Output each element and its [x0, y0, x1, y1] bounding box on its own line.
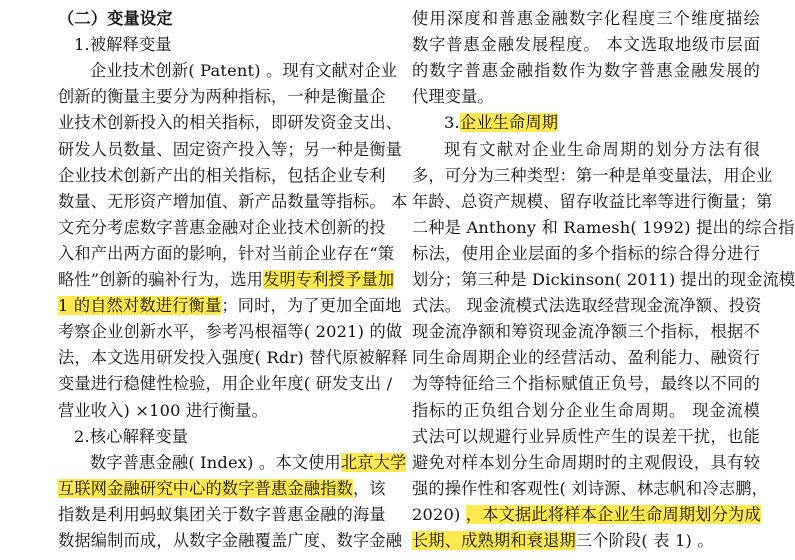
text-segment: 的数字普惠金融指数作为数字普惠金融发展的	[412, 61, 760, 81]
text-segment: 数据编制而成，从数字金融覆盖广度、数字金融	[58, 531, 403, 550]
text-line	[58, 241, 395, 267]
text-line	[58, 267, 395, 293]
text-segment: 数字普惠金融( Index) 。本文使用	[90, 452, 341, 472]
text-line	[58, 476, 386, 502]
text-line	[412, 528, 760, 554]
text-line	[412, 476, 768, 502]
text-segment: 指标的正负组合划分企业生命周期。 现金流模	[412, 400, 760, 420]
text-segment: 业技术创新投入的相关指标，即研发资金支出、	[58, 113, 403, 133]
text-line	[58, 450, 407, 476]
highlighted-text: 发明专利授予量加	[263, 270, 395, 289]
text-segment: 二种是 Anthony 和 Ramesh( 1992) 提出的综合指	[412, 217, 795, 237]
text-segment: 2020)	[412, 504, 466, 524]
text-line	[58, 345, 408, 371]
text-line	[58, 84, 386, 110]
text-segment: 指数是利用蚂蚁集团关于数字普惠金融的海量	[58, 504, 386, 524]
text-segment: 研发人员数量、固定资产投入等；另一种是衡量	[58, 139, 403, 159]
text-line	[58, 293, 402, 319]
text-line	[412, 32, 760, 58]
text-line	[412, 137, 760, 163]
text-segment: 为等特征给三个指标赋值正负号，最终以不同的	[412, 374, 760, 394]
text-line	[58, 163, 386, 189]
text-segment: 营业收入) ×100 进行衡量。	[58, 400, 268, 420]
text-segment: 2.核心解释变量	[74, 426, 189, 446]
subsection-heading	[412, 110, 760, 136]
text-segment: 数字普惠金融发展程度。 本文选取地级市层面	[412, 35, 760, 55]
text-segment: 现有文献对企业生命周期的划分方法有很	[444, 139, 760, 159]
text-segment: 法，本文选用研发投入强度( Rdr) 替代原被解释	[58, 348, 408, 368]
text-line	[412, 84, 760, 110]
text-segment: 三个阶段( 表 1) 。	[575, 531, 714, 550]
text-segment: 文充分考虑数字普惠金融对企业技术创新的投	[58, 217, 386, 237]
text-line	[412, 319, 760, 345]
text-line	[412, 398, 760, 424]
text-line	[412, 424, 760, 450]
text-segment: 现金流净额和筹资现金流净额三个指标，根据不	[412, 322, 760, 342]
text-line	[58, 137, 403, 163]
text-line	[412, 345, 760, 371]
text-segment: 使用深度和普惠金融数字化程度三个维度描绘	[412, 9, 760, 28]
text-line	[58, 58, 398, 84]
text-line	[412, 215, 795, 241]
text-segment: 考察企业创新水平，参考冯根福等( 2021) 的做	[58, 322, 403, 342]
text-segment: 创新的衡量主要分为两种指标，一种是衡量企	[58, 87, 386, 107]
text-line	[412, 293, 760, 319]
text-segment: ，该	[352, 478, 386, 498]
highlighted-text: 1 的自然对数进行衡量	[58, 296, 222, 316]
text-line	[412, 450, 760, 476]
text-segment: 强的操作性和客观性( 刘诗源、林志帆和冷志鹏，	[412, 478, 768, 498]
text-line	[412, 189, 773, 215]
text-line	[412, 371, 760, 397]
text-line	[412, 163, 773, 189]
text-segment: （二）变量设定	[58, 9, 173, 28]
text-line	[412, 267, 795, 293]
text-segment: 避免对样本划分生命周期时的主观假设，具有较	[412, 452, 760, 472]
text-line	[58, 215, 386, 241]
text-line	[412, 6, 760, 32]
text-segment: 年龄、总资产规模、留存收益比率等进行衡量；第	[412, 191, 773, 211]
text-line	[58, 110, 403, 136]
text-segment: ；同时，为了更加全面地	[221, 296, 402, 316]
highlighted-text: 互联网金融研究中心的数字普惠金融指数	[58, 478, 353, 498]
text-line	[58, 398, 383, 424]
highlighted-text: 北京大学	[340, 452, 407, 472]
text-line	[58, 502, 386, 528]
text-line	[58, 189, 408, 215]
text-segment: 标法，使用企业层面的多个指标的综合得分进行	[412, 243, 760, 263]
text-segment: 划分；第三种是 Dickinson( 2011) 提出的现金流模	[412, 270, 795, 289]
text-segment: 企业技术创新( Patent) 。现有文献对企业	[90, 61, 398, 81]
text-segment: 多，可分为三种类型：第一种是单变量法，用企业	[412, 165, 773, 185]
text-segment: 入和产出两方面的影响，针对当前企业存在“策	[58, 243, 395, 263]
text-line	[58, 371, 393, 397]
subsection-heading	[58, 32, 383, 58]
text-segment: 代理变量。	[412, 87, 494, 107]
text-line	[58, 319, 403, 345]
text-line	[412, 241, 760, 267]
text-line	[412, 58, 760, 84]
text-segment: 数量、无形资产增加值、新产品数量等指标。 本	[58, 191, 408, 211]
text-segment: 同生命周期企业的经营活动、盈利能力、融资行	[412, 348, 760, 368]
subsection-heading	[58, 424, 383, 450]
text-line	[412, 502, 760, 528]
text-segment: 1.被解释变量	[74, 35, 172, 55]
highlighted-text: 企业生命周期	[459, 113, 559, 133]
text-segment: 略性”创新的骗补行为，选用	[58, 270, 264, 289]
section-heading	[58, 6, 383, 32]
highlighted-text: 长期、成熟期和衰退期	[412, 531, 576, 550]
text-segment: 3.	[444, 113, 460, 133]
text-segment: 变量进行稳健性检验，用企业年度( 研发支出 /	[58, 374, 393, 394]
text-segment: 式法。 现金流模式法选取经营现金流净额、投资	[412, 296, 762, 316]
text-segment: 企业技术创新产出的相关指标，包括企业专利	[58, 165, 386, 185]
highlighted-text: ，本文据此将样本企业生命周期划分为成	[465, 504, 761, 524]
text-line	[58, 528, 403, 554]
text-segment: 式法可以规避行业异质性产生的误差干扰，也能	[412, 426, 760, 446]
